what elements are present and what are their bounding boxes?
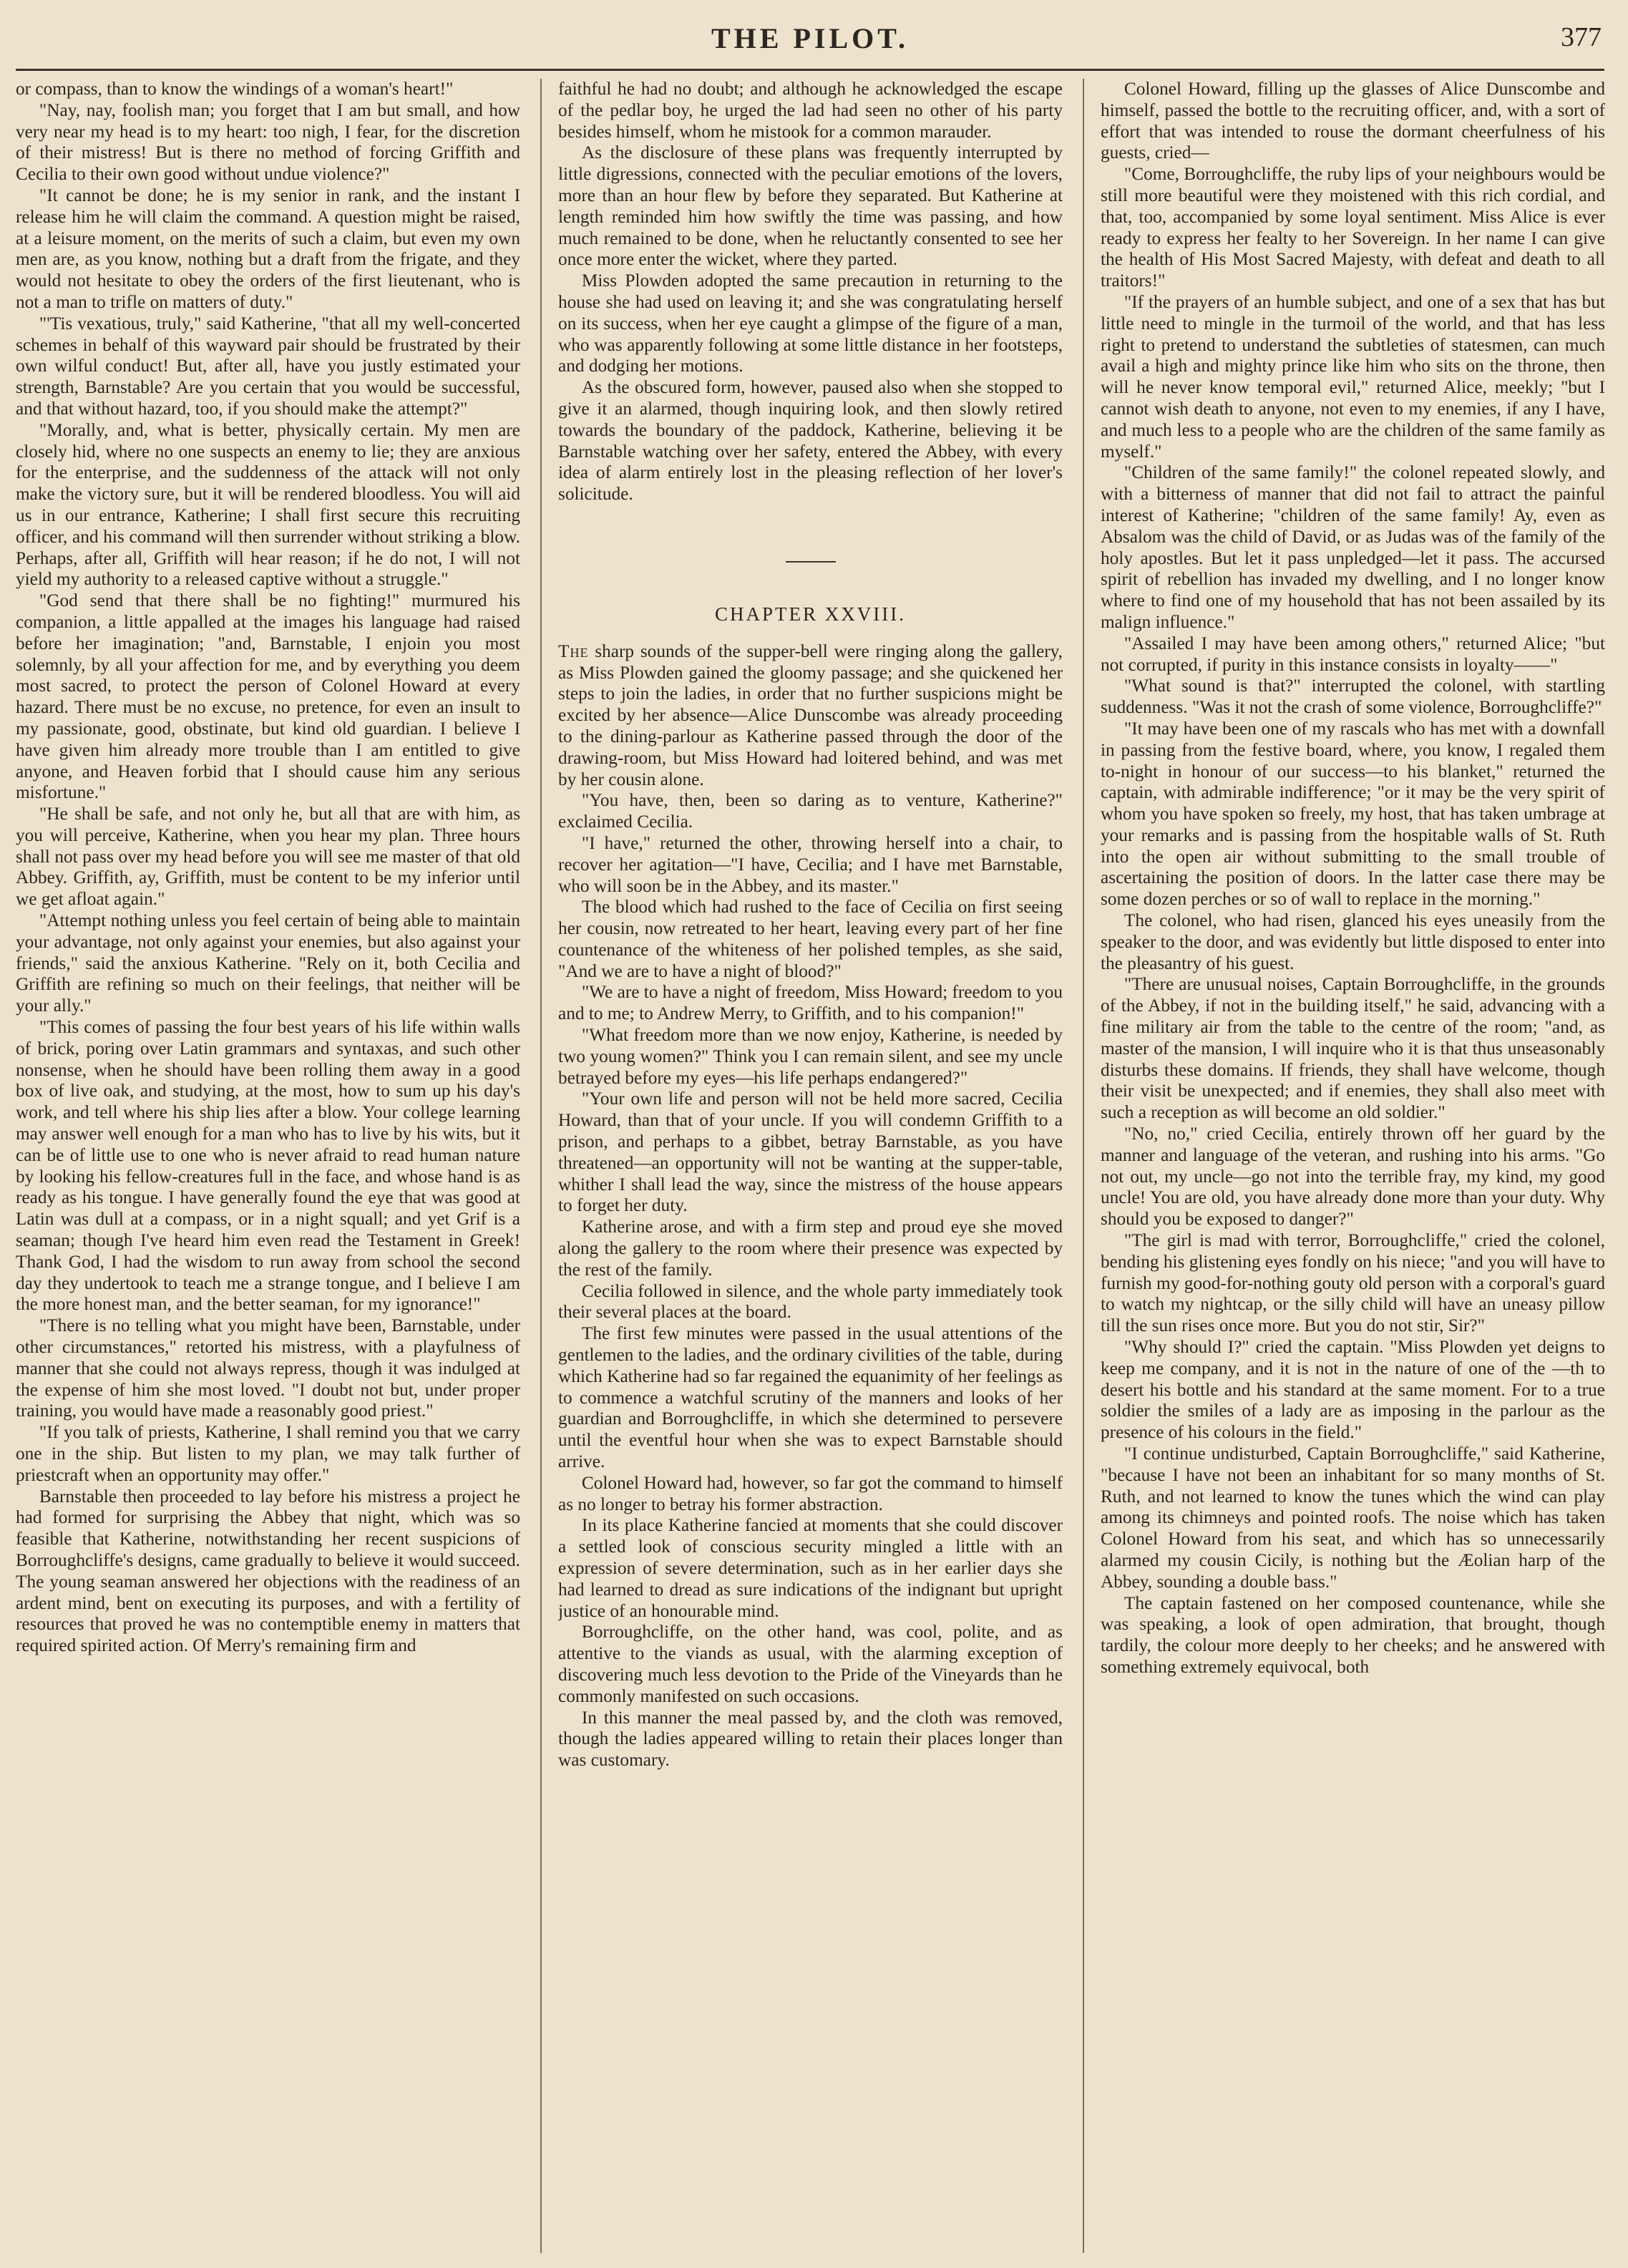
paragraph: "Attempt nothing unless you feel certain of being able to maintain your advantage, not only against your enemies, but also against your friends," said the anxious Katherine. "Rely on it, both Cecilia and Griffith are refining so much on their feelings, that neither will be your ally." xyxy=(16,910,520,1016)
column-rule xyxy=(540,79,542,2253)
paragraph: "God send that there shall be no fighting!" murmured his companion, a little appalled at the images his language had raised before her imagination; "and, Barnstable, I enjoin you most solemnly, by all your affection for me, and by everything you deem most sacred, to protect the person of Colonel Howard at every hazard. There must be no excuse, no pretence, for even an insult to my passionate, good, obstinate, but kind old guardian. I believe I have given him already more trouble than I am entitled to give anyone, and Heaven forbid that I should cause him any serious misfortune." xyxy=(16,590,520,803)
page-number: 377 xyxy=(1561,22,1602,52)
paragraph: As the disclosure of these plans was frequently interrupted by little digressions, connected with the peculiar emotions of the lovers, more than an hour flew by before they separated. But Katherine at length reminded him how swiftly the time was passing, and how much remained to be done, when he reluctantly consented to see her once more enter the wicket, where they parted. xyxy=(558,142,1063,270)
column-1 xyxy=(16,79,520,2253)
paragraph: In its place Katherine fancied at moments that she could discover a settled look of conscious security mingled a little with an expression of severe determination, such as in her earlier days she had learned to dread as sure indications of the indignant but upright justice of an honourable mind. xyxy=(558,1515,1063,1621)
paragraph: "If the prayers of an humble subject, and one of a sex that has but little need to mingle in the turmoil of the world, and that has less right to pretend to understand the subtleties of statesmen, can much avail a high and mighty prince like him who sits on the throne, then will he never know temporal evil," returned Alice, meekly; "but I cannot wish death to anyone, not even to my enemies, if any I have, and much less to a people who are the children of the same family as myself." xyxy=(1101,291,1605,462)
section-divider xyxy=(786,561,836,563)
newspaper-page xyxy=(16,13,1612,2260)
paragraph: "What sound is that?" interrupted the colonel, with startling suddenness. "Was it not the crash of some violence, Borroughcliffe?" xyxy=(1101,676,1605,718)
paragraph: "He shall be safe, and not only he, but all that are with him, as you will perceive, Katherine, when you hear my plan. Three hours shall not pass over my head before you will see me master of that old Abbey. Griffith, ay, Griffith, must be content to be my inferior until we get afloat again." xyxy=(16,804,520,910)
paragraph: In this manner the meal passed by, and the cloth was removed, though the ladies appeared willing to retain their places longer than was customary. xyxy=(558,1707,1063,1771)
chapter-heading: CHAPTER XXVIII. xyxy=(715,603,906,625)
paragraph: As the obscured form, however, paused also when she stopped to give it an alarmed, though inquiring look, and then slowly retired towards the boundary of the paddock, Katherine, believing it be Barnstable watching over her safety, entered the Abbey, with every idea of alarm entirely lost in the pleasing reflection of her lover's solicitude. xyxy=(558,377,1063,505)
publication-title: THE PILOT. xyxy=(711,22,909,54)
paragraph: "Morally, and, what is better, physically certain. My men are closely hid, where no one suspects an enemy to lie; they are anxious for the enterprise, and the suddenness of the attack will not only make the victory sure, but it will be rendered bloodless. You will aid us in our entrance, Katherine; I shall first secure this recruiting officer, and his command will then surrender without striking a blow. Perhaps, after all, Griffith will hear reason; if he do not, I will not yield my authority to a released captive without a struggle." xyxy=(16,419,520,590)
chapter-opening-text: sharp sounds of the supper-bell were ringing along the gallery, as Miss Plowden gained the gloomy passage; and she quickened her steps to join the ladies, in order that no further suspicions might be excited by her absence—Alice Dunscombe was already proceeding to the dining-parlour as Katherine passed through the door of the drawing-room, but Miss Howard had loitered behind, and was met by her cousin alone. xyxy=(558,641,1063,789)
paragraph: "Children of the same family!" the colonel repeated slowly, and with a bitterness of manner that did not fail to attract the painful interest of Katherine; "children of the same family! Ay, even as Absalom was the child of David, or as Judas was of the family of the holy apostles. But let it pass unpledged—let it pass. The accursed spirit of rebellion has invaded my dwelling, and I no longer know where to find one of my household that has not been assailed by its malign influence." xyxy=(1101,462,1605,632)
paragraph: Cecilia followed in silence, and the whole party immediately took their several places at the board. xyxy=(558,1280,1063,1323)
paragraph: Colonel Howard, filling up the glasses of Alice Dunscombe and himself, passed the bottle to the recruiting officer, and, with a sort of effort that was intended to rouse the dormant cheerfulness of his guests, cried— xyxy=(1101,79,1605,163)
paragraph: "Come, Borroughcliffe, the ruby lips of your neighbours would be still more beautiful were they moistened with this rich cordial, and that, too, accompanied by some loyal sentiment. Miss Alice is ever ready to express her fealty to her Sovereign. In her name I can give the health of His Most Sacred Majesty, with defeat and death to all traitors!" xyxy=(1101,164,1605,291)
paragraph: The captain fastened on her composed countenance, while she was speaking, a look of open admiration, that brought, though tardily, the colour more deeply to her cheeks; and he answered with something extremely equivocal, both xyxy=(1101,1592,1605,1677)
paragraph: "Your own life and person will not be held more sacred, Cecilia Howard, than that of your uncle. If you will condemn Griffith to a prison, and perhaps to a gibbet, betray Barnstable, as you have threatened—an opportunity will not be wanting at the supper-table, whither I shall lead the way, since the mistress of the house appears to forget her duty. xyxy=(558,1089,1063,1216)
paragraph: "The girl is mad with terror, Borroughcliffe," cried the colonel, bending his glistening eyes fondly on his niece; "and you will have to furnish my good-for-nothing gouty old person with a corporal's guard to watch my nightcap, or the silly child will have an uneasy pillow till the sun rises once more. But you do not stir, Sir?" xyxy=(1101,1230,1605,1336)
paragraph: "You have, then, been so daring as to venture, Katherine?" exclaimed Cecilia. xyxy=(558,790,1063,832)
running-head xyxy=(16,13,1604,63)
column-2 xyxy=(558,79,1063,2253)
paragraph: The first few minutes were passed in the usual attentions of the gentlemen to the ladies, and the ordinary civilities of the table, during which Katherine had so far regained the equanimity of her feelings as to commence a watchful scrutiny of the manners and looks of her guardian and Borroughcliffe, in which she determined to persevere until the eventful hour when she was to expect Barnstable should arrive. xyxy=(558,1323,1063,1472)
paragraph: "There is no telling what you might have been, Barnstable, under other circumstances," retorted his mistress, with a playfulness of manner that she could not always repress, though it was indulged at the expense of him she most loved. "I doubt not but, under proper training, you would have made a reasonably good priest." xyxy=(16,1315,520,1421)
chapter-opening-paragraph xyxy=(558,641,1063,791)
paragraph: Borroughcliffe, on the other hand, was cool, polite, and as attentive to the viands as usual, with the alarming exception of discovering much less devotion to the Pride of the Vineyards than he commonly manifested on such occasions. xyxy=(558,1622,1063,1706)
paragraph: "I have," returned the other, throwing herself into a chair, to recover her agitation—"I have, Cecilia; and I have met Barnstable, who will soon be in the Abbey, and its master." xyxy=(558,832,1063,896)
paragraph: "No, no," cried Cecilia, entirely thrown off her guard by the manner and language of the veteran, and rushing into his arms. "Go not out, my uncle—go not into the terrible fray, my kind, my good uncle! You are old, you have already done more than your duty. Why should you be exposed to danger?" xyxy=(1101,1124,1605,1230)
paragraph: "If you talk of priests, Katherine, I shall remind you that we carry one in the ship. But listen to my plan, we may talk further of priestcraft when an opportunity may offer." xyxy=(16,1422,520,1485)
paragraph: "Assailed I may have been among others," returned Alice; "but not corrupted, if purity in this instance consists in loyalty——" xyxy=(1101,633,1605,675)
paragraph: "Nay, nay, foolish man; you forget that I am but small, and how very near my head is to my heart: too nigh, I fear, for the discretion of their mistress! But is there no method of forcing Griffith and Cecilia to their own good without undue violence?" xyxy=(16,99,520,185)
paragraph: "'Tis vexatious, truly," said Katherine, "that all my well-concerted schemes in behalf of this wayward pair should be frustrated by their own wilful conduct! But, after all, have you justly estimated your strength, Barnstable? Are you certain that you would be successful, and that without hazard, too, if you should make the attempt?" xyxy=(16,313,520,419)
paragraph: Barnstable then proceeded to lay before his mistress a project he had formed for surprising the Abbey that night, which was so feasible that Katherine, notwithstanding her recent suspicions of Borroughcliffe's designs, came gradually to believe it would succeed. The young seaman answered her objections with the readiness of an ardent mind, bent on executing its purposes, and with a fertility of resources that proved he was no contemptible enemy in matters that required spirited action. Of Merry's remaining firm and xyxy=(16,1486,520,1656)
paragraph: "There are unusual noises, Captain Borroughcliffe, in the grounds of the Abbey, if not in the building itself," he said, advancing with a fine military air from the table to the centre of the room; "and, as master of the mansion, I will inquire who it is that thus unseasonably disturbs these domains. If friends, they shall have welcome, though their visit be unexpected; and if enemies, they shall also meet with such a reception as will become an old soldier." xyxy=(1101,974,1605,1123)
paragraph: "It cannot be done; he is my senior in rank, and the instant I release him he will claim the command. A question might be raised, at a leisure moment, on the merits of such a claim, but even my own men are, as you know, nothing but a draft from the frigate, and they would not hesitate to obey the orders of the first lieutenant, who is not a man to trifle on matters of duty." xyxy=(16,185,520,312)
column-3 xyxy=(1101,79,1605,2253)
paragraph: Colonel Howard had, however, so far got the command to himself as no longer to betray his former abstraction. xyxy=(558,1472,1063,1514)
paragraph: "Why should I?" cried the captain. "Miss Plowden yet deigns to keep me company, and it is not in the nature of one of the —th to desert his bottle and his standard at the same moment. For to a true soldier the smiles of a lady are as imposing in the parlour as the presence of his colours in the field." xyxy=(1101,1337,1605,1443)
paragraph: The blood which had rushed to the face of Cecilia on first seeing her cousin, now retreated to her heart, leaving every part of her fine countenance of the whiteness of her polished temples, as she said, "And we are to have a night of blood?" xyxy=(558,897,1063,981)
paragraph: The colonel, who had risen, glanced his eyes uneasily from the speaker to the door, and was evidently but little disposed to enter into the pleasantry of his guest. xyxy=(1101,910,1605,973)
column-rule xyxy=(1083,79,1084,2253)
chapter-first-word: The xyxy=(558,641,589,661)
paragraph: "It may have been one of my rascals who has met with a downfall in passing from the festive board, where, you know, I regaled them to-night in honour of our success—to his blanket," returned the captain, with admirable indifference; "or it may be the very spirit of whom you have spoken so freely, my host, that has taken umbrage at your remarks and is passing from the hospitable walls of St. Ruth into the open air without submitting to the small trouble of ascertaining the position of doors. In the latter case there may be some dozen perches or so of wall to replace in the morning." xyxy=(1101,718,1605,910)
header-rule xyxy=(16,69,1604,71)
paragraph: or compass, than to know the windings of a woman's heart!" xyxy=(16,79,454,99)
paragraph: faithful he had no doubt; and although he acknowledged the escape of the pedlar boy, he urged the lad had seen no other of his party besides himself, whom he mistook for a common marauder. xyxy=(558,79,1063,142)
paragraph: Miss Plowden adopted the same precaution in returning to the house she had used on leaving it; and she was congratulating herself on its success, when her eye caught a glimpse of the figure of a man, who was apparently following at some little distance in her footsteps, and dodging her motions. xyxy=(558,271,1063,376)
paragraph: "I continue undisturbed, Captain Borroughcliffe," said Katherine, "because I have not been an inhabitant for so many months of St. Ruth, and not learned to know the tunes which the wind can play among its chimneys and pointed roofs. The noise which has taken Colonel Howard from his seat, and which has so unnecessarily alarmed my cousin Cicily, is nothing but the Æolian harp of the Abbey, sounding a double bass." xyxy=(1101,1444,1605,1592)
paragraph: "This comes of passing the four best years of his life within walls of brick, poring over Latin grammars and syntaxas, and such other nonsense, when he should have been rolling them away in a good box of live oak, and studying, at the most, how to sum up his day's work, and tell where his ship lies after a blow. Your college learning may answer well enough for a man who has to live by his wits, but it can be of little use to one who is never afraid to read human nature by looking his fellow-creatures full in the face, and whose hand is as ready as his tongue. I have generally found the eye that was good at Latin was dull at a compass, or in a night squall; and yet Grif is a seaman; though I've heard him even read the Testament in Greek! Thank God, I had the wisdom to run away from school the second day they undertook to teach me a strange tongue, and I believe I am the more honest man, and the better seaman, for my ignorance!" xyxy=(16,1017,520,1315)
paragraph: "What freedom more than we now enjoy, Katherine, is needed by two young women?" Think you I can remain silent, and see my uncle betrayed before my eyes—his life perhaps endangered?" xyxy=(558,1025,1063,1088)
paragraph: "We are to have a night of freedom, Miss Howard; freedom to you and to me; to Andrew Merry, to Griffith, and to his companion!" xyxy=(558,982,1063,1024)
paragraph: Katherine arose, and with a firm step and proud eye she moved along the gallery to the room where their presence was expected by the rest of the family. xyxy=(558,1217,1063,1280)
